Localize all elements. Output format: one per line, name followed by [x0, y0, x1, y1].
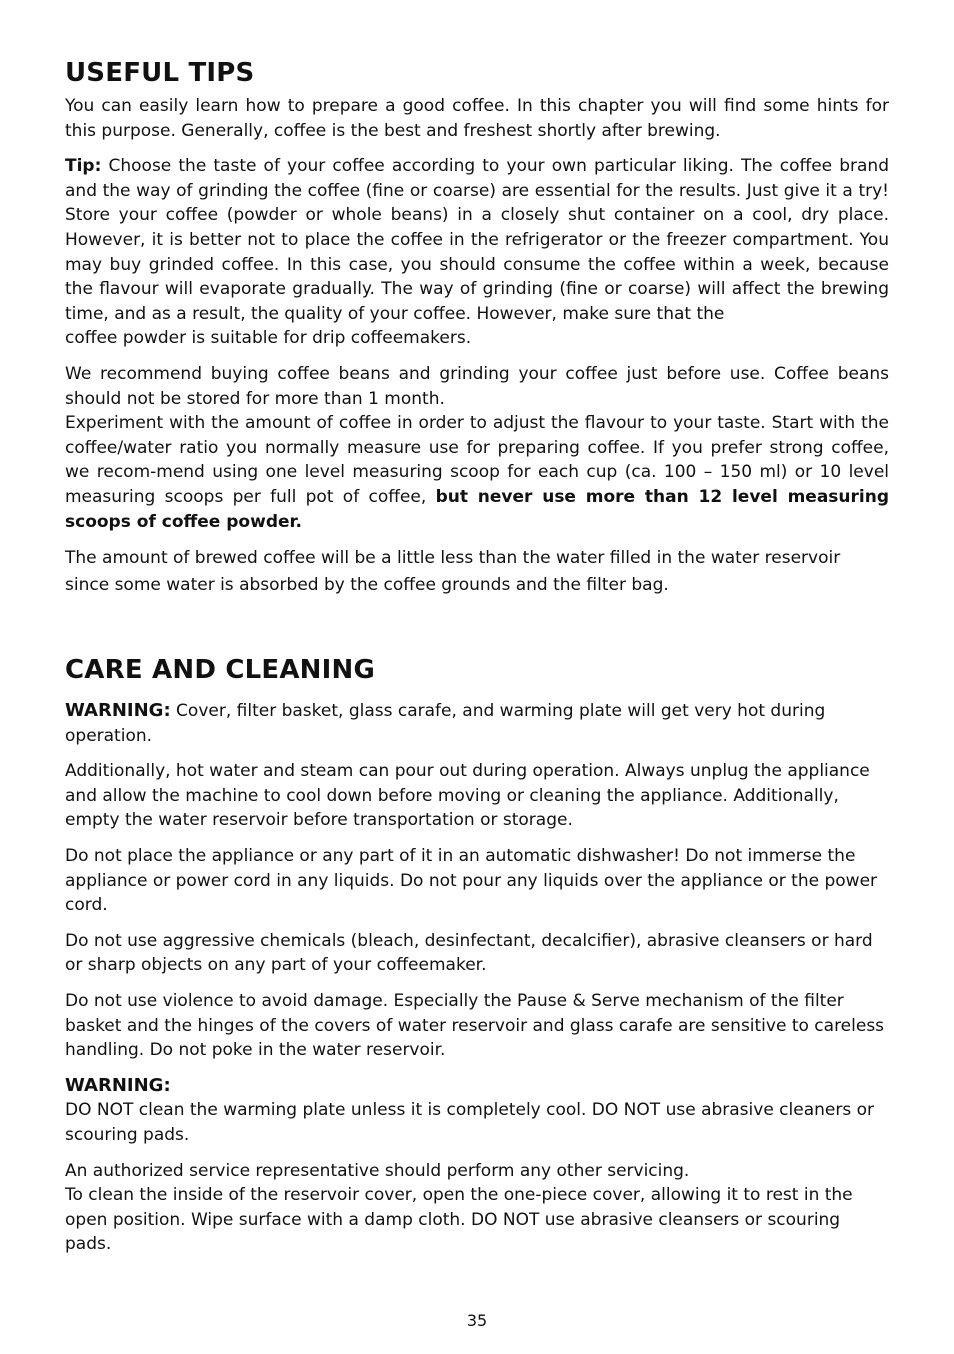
warning2-paragraph: DO NOT clean the warming plate unless it is completely cool. DO NOT use abrasive cleaners or scouring pads.: [65, 1100, 875, 1145]
violence-paragraph: Do not use violence to avoid damage. Especially the Pause & Serve mechanism of the filter basket and the hinges of the covers of water reservoir and glass carafe are sensitive to careless handling. Do not poke in the water reservoir.: [65, 991, 885, 1061]
care-cleaning-heading: CARE AND CLEANING: [65, 655, 376, 686]
warning-text: Cover, filter basket, glass carafe, and warming plate will get very hot during operation.: [65, 701, 826, 746]
beans-paragraph: We recommend buying coffee beans and grinding your coffee just before use. Coffee beans should not be stored for more than 1 month.: [65, 363, 889, 409]
warning-paragraph: [65, 699, 889, 748]
reservoir-paragraph: To clean the inside of the reservoir cover, open the one-piece cover, allowing it to rest in the open position. Wipe surface with a damp cloth. DO NOT use abrasive cleansers or scouring pads.: [65, 1185, 853, 1255]
page-content: [65, 58, 889, 1257]
tip-label: Tip:: [65, 156, 102, 177]
warning-label: WARNING:: [65, 700, 171, 722]
dishwasher-paragraph: Do not place the appliance or any part of it in an automatic dishwasher! Do not immerse the appliance or power cord in any liquids. Do not pour any liquids over the appliance or the power cord.: [65, 846, 878, 916]
service-paragraph: An authorized service representative should perform any other servicing.: [65, 1160, 690, 1181]
experiment-text: Experiment with the amount of coffee in order to adjust the flavour to your taste. Start with the coffee/water ratio you normally measure use for preparing coffee. If you prefer strong coffee, we recom-mend using one level measuring scoop for each cup (ca. 100 – 150 ml) or 10 level measuring scoops per full pot of coffee,: [65, 413, 889, 507]
intro-paragraph: You can easily learn how to prepare a good coffee. In this chapter you will find some hints for this purpose. Generally, coffee is the best and freshest shortly after brewing.: [65, 96, 889, 141]
tip-text: Choose the taste of your coffee according to your own particular liking. The coffee brand and the way of grinding the coffee (fine or coarse) are essential for the results. Just give it a try! Store your coffee (powder or whole beans) in a closely shut container on a cool, dry place. However, it is better not to place the coffee in the refrigerator or the freezer compartment. You may buy grinded coffee. In this case, you should consume the coffee within a week, because the flavour will evaporate gradually. The way of grinding (fine or coarse) will affect the brewing time, and as a result, the quality of your coffee. However, make sure that the: [65, 156, 889, 324]
tip-paragraph: [65, 154, 889, 326]
useful-tips-heading: USEFUL TIPS: [65, 58, 255, 88]
warning2-label: WARNING:: [65, 1074, 171, 1096]
chemicals-paragraph: Do not use aggressive chemicals (bleach, desinfectant, decalcifier), abrasive cleansers or hard or sharp objects on any part of your coffeemaker.: [65, 930, 873, 976]
experiment-paragraph: [65, 411, 889, 534]
page-number: 35: [466, 1311, 488, 1330]
experiment-bold: but never use more than 12 level measuring scoops of coffee powder.: [65, 486, 890, 532]
amount-paragraph: The amount of brewed coffee will be a little less than the water filled in the water reservoir since some water is absorbed by the coffee grounds and the filter bag.: [65, 548, 841, 596]
additionally-paragraph: Additionally, hot water and steam can pour out during operation. Always unplug the appliance and allow the machine to cool down before moving or cleaning the appliance. Additionally, empty the water reservoir before transportation or storage.: [65, 761, 870, 831]
tip-last-line: coffee powder is suitable for drip coffeemakers.: [65, 328, 472, 349]
